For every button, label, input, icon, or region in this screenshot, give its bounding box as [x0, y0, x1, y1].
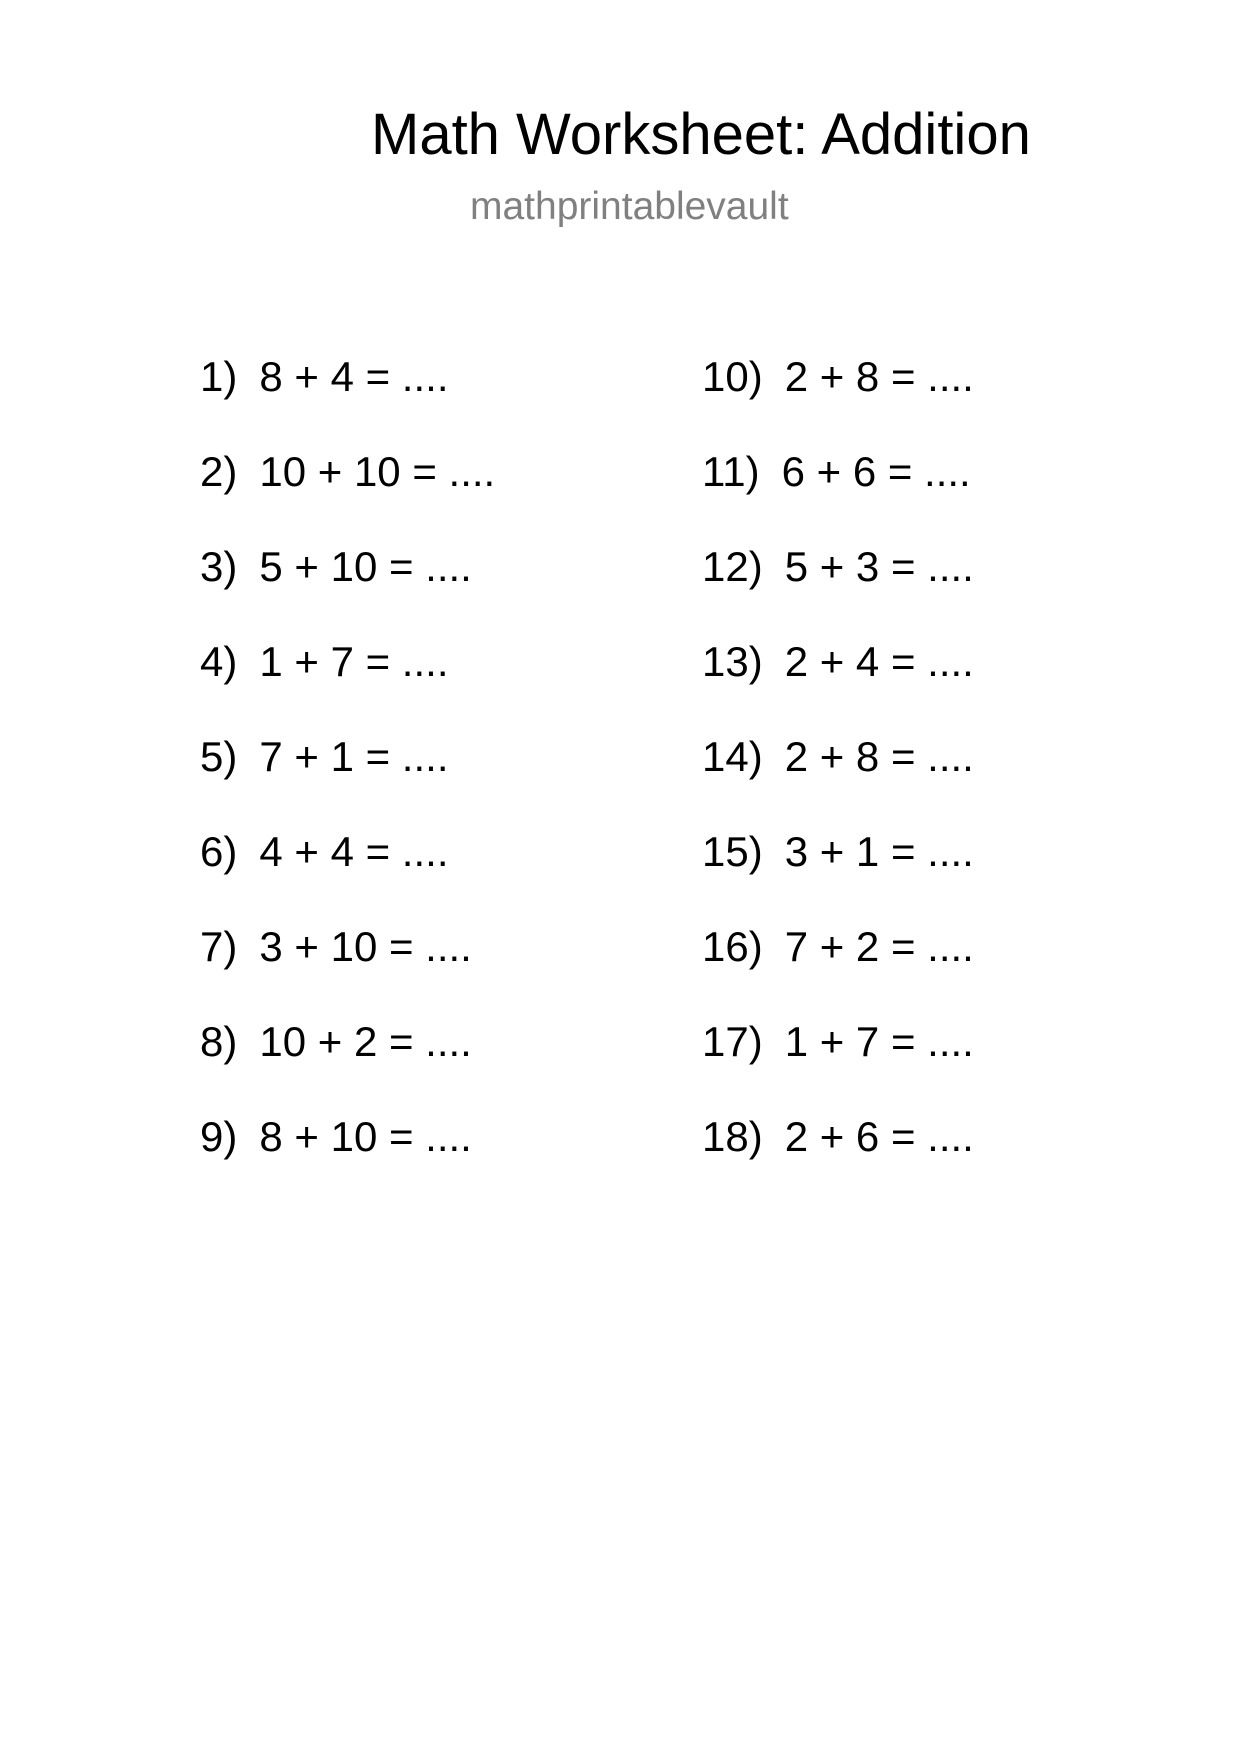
problem-item	[200, 352, 448, 402]
problem-item	[200, 732, 448, 782]
problem-expression: 3 + 1 = ....	[784, 828, 974, 875]
problem-expression: 2 + 8 = ....	[784, 733, 974, 780]
problem-item	[702, 352, 974, 402]
problem-item	[702, 1112, 974, 1162]
problem-number: 14)	[702, 733, 763, 780]
problem-expression: 2 + 8 = ....	[784, 353, 974, 400]
problem-number: 11)	[702, 448, 760, 495]
problem-number: 5)	[200, 733, 238, 780]
problem-expression: 10 + 10 = ....	[259, 448, 496, 495]
problem-number: 8)	[200, 1018, 238, 1065]
problem-number: 3)	[200, 543, 238, 590]
problem-number: 15)	[702, 828, 763, 875]
problem-item	[702, 827, 974, 877]
problem-expression: 8 + 4 = ....	[259, 353, 449, 400]
problem-number: 7)	[200, 923, 238, 970]
problem-expression: 2 + 4 = ....	[784, 638, 974, 685]
problem-expression: 7 + 1 = ....	[259, 733, 449, 780]
problem-expression: 5 + 3 = ....	[784, 543, 974, 590]
problem-number: 2)	[200, 448, 238, 495]
problem-number: 10)	[702, 353, 763, 400]
problem-item	[200, 447, 495, 497]
problem-item	[702, 542, 974, 592]
worksheet-title: Math Worksheet: Addition	[371, 102, 1031, 167]
worksheet-subtitle: mathprintablevault	[470, 185, 789, 228]
problem-number: 18)	[702, 1113, 763, 1160]
problem-item	[702, 732, 974, 782]
problem-expression: 10 + 2 = ....	[259, 1018, 472, 1065]
problem-expression: 1 + 7 = ....	[259, 638, 449, 685]
problem-number: 16)	[702, 923, 763, 970]
problem-number: 12)	[702, 543, 763, 590]
problem-item	[200, 1017, 472, 1067]
problem-number: 1)	[200, 353, 238, 400]
problem-number: 17)	[702, 1018, 763, 1065]
problem-item	[702, 922, 974, 972]
problem-item	[200, 637, 448, 687]
problem-item	[200, 922, 472, 972]
problem-item	[200, 542, 472, 592]
problem-expression: 5 + 10 = ....	[259, 543, 472, 590]
problem-item	[702, 447, 971, 497]
problem-item	[200, 1112, 472, 1162]
problem-number: 4)	[200, 638, 238, 685]
problem-expression: 6 + 6 = ....	[781, 448, 971, 495]
problem-number: 13)	[702, 638, 763, 685]
problem-item	[200, 827, 448, 877]
problem-expression: 8 + 10 = ....	[259, 1113, 472, 1160]
problem-expression: 2 + 6 = ....	[784, 1113, 974, 1160]
problem-number: 9)	[200, 1113, 238, 1160]
problem-item	[702, 637, 974, 687]
problem-expression: 4 + 4 = ....	[259, 828, 449, 875]
problem-expression: 1 + 7 = ....	[784, 1018, 974, 1065]
problem-expression: 3 + 10 = ....	[259, 923, 472, 970]
problem-number: 6)	[200, 828, 238, 875]
problem-item	[702, 1017, 974, 1067]
problem-expression: 7 + 2 = ....	[784, 923, 974, 970]
